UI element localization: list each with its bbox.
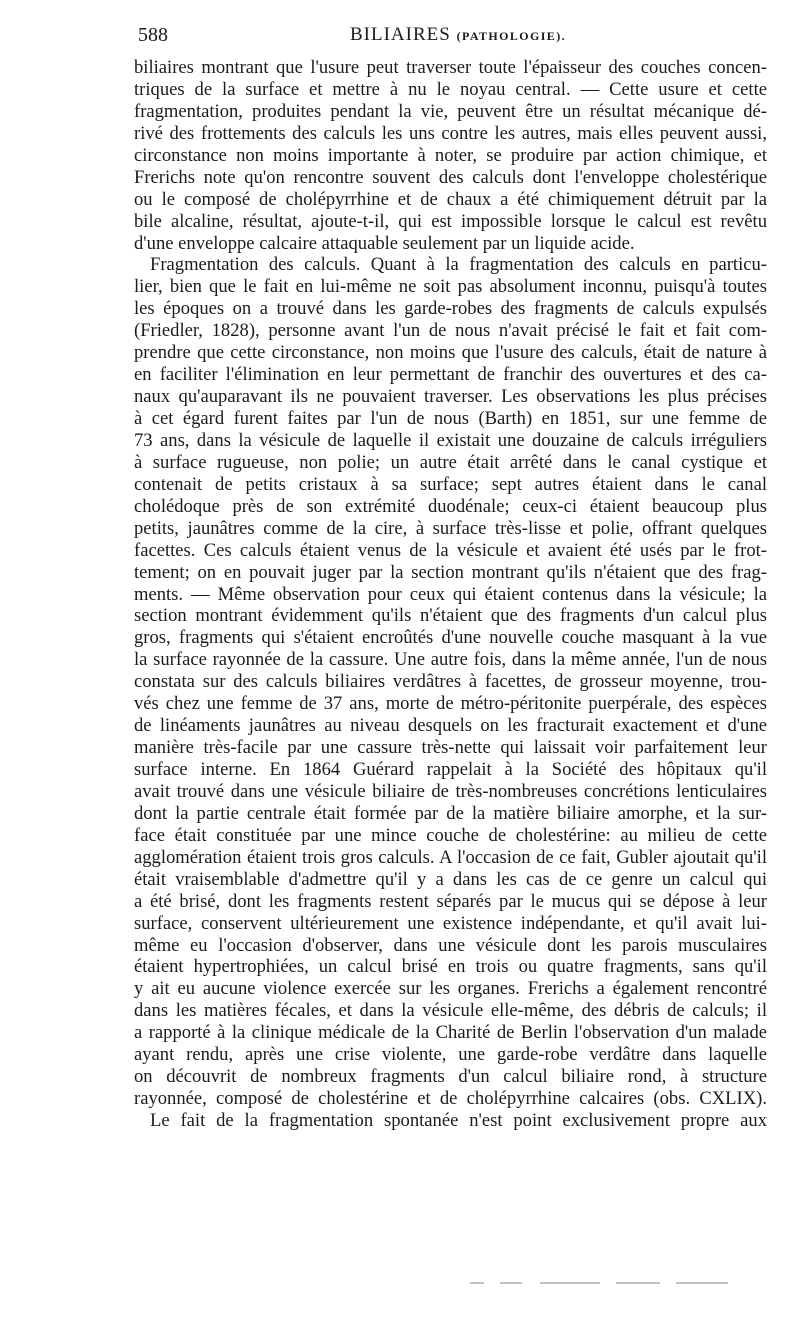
text-line: naux qu'auparavant ils ne pouvaient traverser. Les observations les plus précises <box>134 386 767 408</box>
text-line: en faciliter l'élimination en leur permettant de franchir des ouvertures et des ca- <box>134 364 767 386</box>
text-line: même eu l'occasion d'observer, dans une vésicule dont les parois musculaires <box>134 934 767 956</box>
running-header <box>138 24 763 50</box>
running-title <box>350 24 566 46</box>
text-line: section montrant évidemment qu'ils n'étaient que des fragments d'un calcul plus <box>134 605 767 627</box>
text-line: surface interne. En 1864 Guérard rappelait à la Société des hôpitaux qu'il <box>134 759 767 780</box>
text-line: lier, bien que le fait en lui-même ne soit pas absolument inconnu, puisqu'à toutes <box>134 276 767 298</box>
text-line: ayant rendu, après une crise violente, une garde-robe verdâtre dans laquelle <box>134 1044 767 1066</box>
text-line: Frerichs note qu'on rencontre souvent des calculs dont l'enveloppe cholestérique <box>134 166 767 188</box>
text-line: 73 ans, dans la vésicule de laquelle il existait une douzaine de calculs irréguliers <box>134 429 767 451</box>
text-line: Le fait de la fragmentation spontanée n'est point exclusivement propre aux <box>150 1110 767 1131</box>
text-line: on découvrit de nombreux fragments d'un calcul biliaire rond, à structure <box>134 1066 767 1088</box>
text-line: à cet égard furent faites par l'un de nous (Barth) en 1851, sur une femme de <box>134 408 767 429</box>
text-line: prendre que cette circonstance, non moins que l'usure des calculs, était de nature à <box>134 342 767 364</box>
text-line: cholédoque près de son extrémité duodénale; ceux-ci étaient beaucoup plus <box>134 495 767 517</box>
text-line: circonstance non moins importante à noter, se produire par action chimique, et <box>134 144 767 166</box>
text-line: la surface rayonnée de la cassure. Une autre fois, dans la même année, l'un de nous <box>134 649 767 671</box>
text-line: rivé des frottements des calculs les uns contre les autres, mais elles peuvent aussi, <box>134 122 767 144</box>
scan-mark <box>470 1282 484 1284</box>
page-number: 588 <box>138 24 168 46</box>
scan-mark <box>540 1282 600 1284</box>
running-title-main: BILIAIRES <box>350 24 451 45</box>
text-line: agglomération étaient trois gros calculs. A l'occasion de ce fait, Gubler ajoutait qu'il <box>134 846 767 868</box>
text-line: contenait de petits cristaux à sa surface; sept autres étaient dans le canal <box>134 473 767 495</box>
scan-mark <box>616 1282 660 1284</box>
text-line: biliaires montrant que l'usure peut traverser toute l'épaisseur des couches concen- <box>134 57 767 78</box>
text-line: rayonnée, composé de cholestérine et de cholépyrrhine calcaires (obs. CXLIX). <box>134 1088 767 1110</box>
text-line: vés chez une femme de 37 ans, morte de métro-péritonite puerpérale, des espèces <box>134 693 767 715</box>
text-line: à surface rugueuse, non polie; un autre était arrêté dans le canal cystique et <box>134 451 767 473</box>
body-text <box>134 57 767 1132</box>
text-line: surface, conservent ultérieurement une existence indépendante, et qu'il avait lui- <box>134 912 767 934</box>
text-line: manière très-facile par une cassure très-nette qui laissait voir parfaitement leur <box>134 737 767 759</box>
text-line: (Friedler, 1828), personne avant l'un de nous n'avait précisé le fait et fait com- <box>134 320 767 342</box>
text-line: dont la partie centrale était formée par de la matière biliaire amorphe, et la sur- <box>134 802 767 824</box>
scan-mark <box>500 1282 522 1284</box>
text-line: ments. — Même observation pour ceux qui étaient contenus dans la vésicule; la <box>134 583 767 605</box>
text-line: bile alcaline, résultat, ajoute-t-il, qui est impossible lorsque le calcul est revêtu <box>134 210 767 232</box>
text-line: triques de la surface et mettre à nu le noyau central. — Cette usure et cette <box>134 78 767 100</box>
text-line: petits, jaunâtres comme de la cire, à surface très-lisse et polie, offrant quelques <box>134 517 767 539</box>
text-line: les époques on a trouvé dans les garde-robes des fragments de calculs expulsés <box>134 298 767 320</box>
text-line: fragmentation, produites pendant la vie, peuvent être un résultat mécanique dé- <box>134 100 767 122</box>
text-line: y ait eu aucune violence exercée sur les organes. Frerichs a également rencontré <box>134 978 767 1000</box>
footer-scan-marks <box>470 1282 770 1286</box>
text-line: facettes. Ces calculs étaient venus de la vésicule et avaient été usés par le frot- <box>134 539 767 561</box>
text-line: d'une enveloppe calcaire attaquable seulement par un liquide acide. <box>134 232 635 254</box>
text-line: tement; on en pouvait juger par la section montrant qu'ils n'étaient que des frag- <box>134 561 767 583</box>
text-line: de linéaments jaunâtres au niveau desquels on les fracturait exactement et d'une <box>134 715 767 737</box>
text-line: dans les matières fécales, et dans la vésicule elle-même, des débris de calculs; il <box>134 1000 767 1022</box>
text-line: était vraisemblable d'admettre qu'il y a dans les cas de ce genre un calcul qui <box>134 868 767 890</box>
text-line: Fragmentation des calculs. Quant à la fragmentation des calculs en particu- <box>150 254 767 276</box>
running-title-subtitle: (PATHOLOGIE). <box>456 29 567 43</box>
text-line: avait trouvé dans une vésicule biliaire de très-nombreuses concrétions lenticulaires <box>134 780 767 802</box>
text-line: gros, fragments qui s'étaient encroûtés d'une nouvelle couche masquant à la vue <box>134 627 767 649</box>
text-line: a été brisé, dont les fragments restent séparés par le mucus qui se dépose à leur <box>134 890 767 912</box>
text-line: constata sur des calculs biliaires verdâtres à facettes, de grosseur moyenne, trou- <box>134 671 767 693</box>
text-line: étaient hypertrophiées, un calcul brisé en trois ou quatre fragments, sans qu'il <box>134 956 767 978</box>
text-line: ou le composé de cholépyrrhine et de chaux a été chimiquement détruit par la <box>134 188 767 210</box>
text-line: face était constituée par une mince couche de cholestérine: au milieu de cette <box>134 824 767 846</box>
text-line: a rapporté à la clinique médicale de la Charité de Berlin l'observation d'un malade <box>134 1022 767 1044</box>
scan-mark <box>676 1282 728 1284</box>
